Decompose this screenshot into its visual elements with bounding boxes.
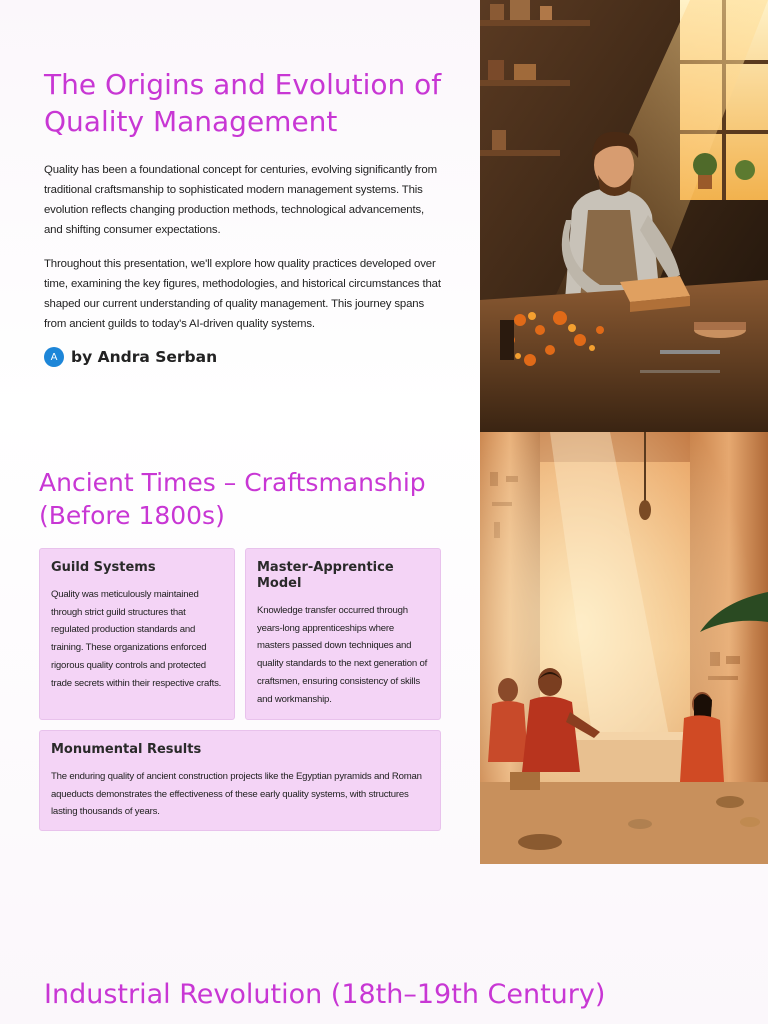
- guild-systems-card: [39, 548, 235, 720]
- intro-paragraph-2: Throughout this presentation, we'll explore how quality practices developed over time, examining the key figures, methodologies, and historical circumstances that shaped our current understanding of quality management. This journey spans from ancient guilds to today's AI-driven quality systems.: [44, 258, 441, 330]
- page-title: The Origins and Evolution of Quality Management: [44, 68, 442, 138]
- card-body: Quality was meticulously maintained through strict guild structures that regulated production standards and training. These organizations enforced rigorous quality controls and protected trade secrets within their respective crafts.: [51, 589, 222, 689]
- craftsman-workshop-image: [480, 0, 768, 432]
- intro-paragraph-1: Quality has been a foundational concept for centuries, evolving significantly from traditional craftsmanship to sophisticated modern management systems. This evolution reflects changing production methods, technological advancements, and shifting consumer expectations.: [44, 164, 437, 236]
- card-title: Monumental Results: [51, 742, 202, 757]
- workshop-illustration: [480, 0, 768, 432]
- ancient-times-title: Ancient Times – Craftsmanship (Before 1800s): [39, 468, 426, 530]
- author-byline: [44, 347, 217, 367]
- master-apprentice-card: [245, 548, 441, 720]
- avatar: A: [44, 347, 64, 367]
- ancient-workshop-illustration: [480, 432, 768, 864]
- card-title: Master-Apprentice Model: [257, 560, 394, 591]
- card-body: Knowledge transfer occurred through years-long apprenticeships where masters passed down techniques and quality standards to the next generation of craftsmen, ensuring consistency of skills and workmanship.: [257, 605, 428, 705]
- monumental-results-card: [39, 730, 441, 831]
- card-title: Guild Systems: [51, 560, 156, 575]
- ancient-craftsmen-image: [480, 432, 768, 864]
- author-name: by Andra Serban: [71, 348, 218, 366]
- card-body: The enduring quality of ancient construction projects like the Egyptian pyramids and Roman aqueducts demonstrates the effectiveness of these early quality systems, with structures lasting thousands of years.: [51, 771, 422, 818]
- industrial-revolution-title: Industrial Revolution (18th–19th Century): [44, 979, 606, 1010]
- intro-text: [44, 160, 444, 348]
